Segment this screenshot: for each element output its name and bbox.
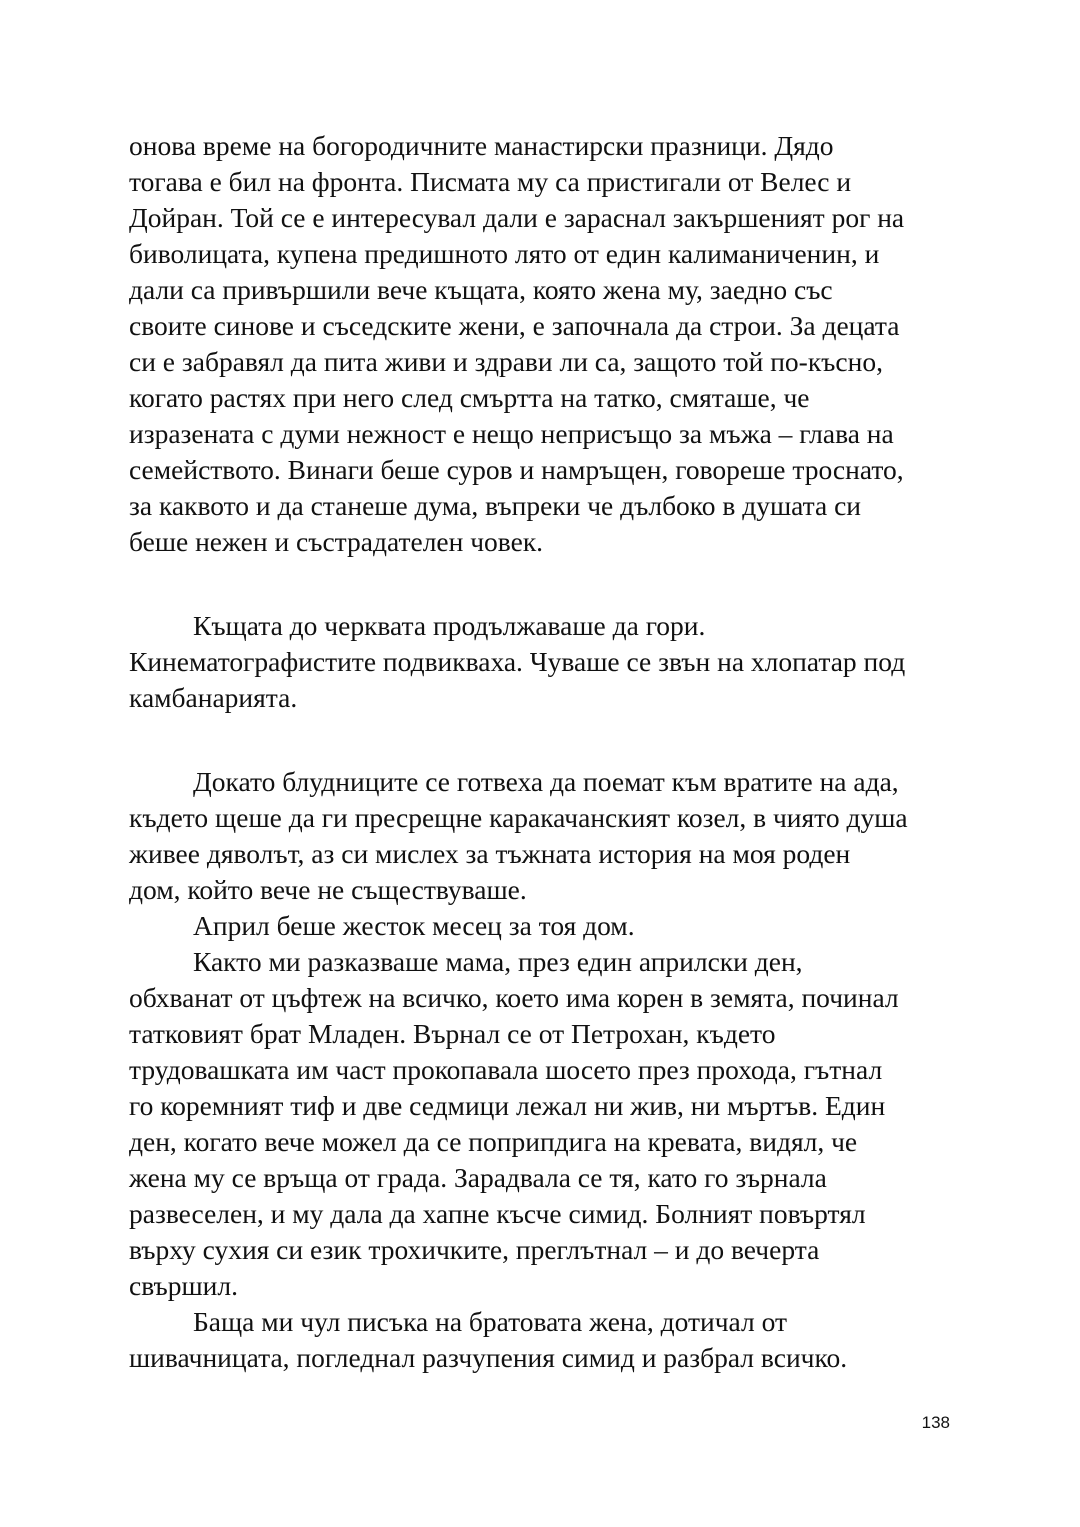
text-line: дом, който вече не съществуваше.: [129, 874, 527, 905]
text-line: свършил.: [129, 1270, 238, 1301]
text-line: беше нежен и състрадателен човек.: [129, 526, 544, 557]
paragraph-3: [129, 764, 969, 908]
text-line: Къщата до черквата продължаваше да гори.: [193, 610, 706, 641]
paragraph-gap: [129, 560, 969, 608]
text-line: биволицата, купена предишното лято от един калиманиченин, и: [129, 238, 880, 269]
text-line: шивачницата, погледнал разчупения симид и разбрал всичко.: [129, 1342, 848, 1373]
text-line: обхванат от цъфтеж на всичко, което има корен в земята, починал: [129, 982, 899, 1013]
text-line: трудовашката им част прокопавала шосето през прохода, гътнал: [129, 1054, 883, 1085]
text-line: изразената с думи нежност е нещо неприсъщо за мъжа – глава на: [129, 418, 894, 449]
text-line: Баща ми чул писъка на братовата жена, дотичал от: [193, 1306, 788, 1337]
text-line: жена му се връща от града. Зарадвала се тя, като го зърнала: [129, 1162, 827, 1193]
paragraph-1: [129, 128, 969, 560]
text-line: върху сухия си език трохичките, преглътнал – и до вечерта: [129, 1234, 820, 1265]
page-number: 138: [921, 1413, 950, 1432]
text-line: го коремният тиф и две седмици лежал ни жив, ни мъртъв. Един: [129, 1090, 886, 1121]
paragraph-4: [129, 908, 969, 944]
text-line: ден, когато вече можел да се поприпдига на кревата, видял, че: [129, 1126, 858, 1157]
text-line: дали са привършили вече къщата, която жена му, заедно със: [129, 274, 833, 305]
text-line: си е забравял да пита живи и здрави ли са, защото той по-късно,: [129, 346, 883, 377]
text-line: развеселен, и му дала да хапне късче симид. Болният повъртял: [129, 1198, 866, 1229]
text-line: Докато блудниците се готвеха да поемат към вратите на ада,: [193, 766, 899, 797]
text-line: камбанарията.: [129, 682, 298, 713]
text-line: където щеше да ги пресрещне каракачанският козел, в чиято душа: [129, 802, 908, 833]
text-line: своите синове и съседските жени, е започнала да строи. За децата: [129, 310, 900, 341]
text-line: живее дяволът, аз си мислех за тъжната история на моя роден: [129, 838, 851, 869]
text-line: Кинематографистите подвикваха. Чуваше се звън на хлопатар под: [129, 646, 906, 677]
paragraph-2: [129, 608, 969, 716]
text-line: семейството. Винаги беше суров и намръщен, говореше троснато,: [129, 454, 904, 485]
paragraph-6: [129, 1304, 969, 1376]
text-line: Април беше жесток месец за тоя дом.: [193, 910, 635, 941]
body-text: [129, 128, 969, 1376]
text-line: онова време на богородичните манастирски празници. Дядо: [129, 130, 834, 161]
text-line: Дойран. Той се е интересувал дали е зараснал закършеният рог на: [129, 202, 905, 233]
text-line: тогава е бил на фронта. Писмата му са пристигали от Велес и: [129, 166, 852, 197]
text-line: Както ми разказваше мама, през един априлски ден,: [193, 946, 803, 977]
paragraph-5: [129, 944, 969, 1304]
paragraph-gap: [129, 716, 969, 764]
text-line: когато растях при него след смъртта на татко, смяташе, че: [129, 382, 810, 413]
text-line: татковият брат Младен. Върнал се от Петрохан, където: [129, 1018, 776, 1049]
text-line: за каквото и да станеше дума, въпреки че дълбоко в душата си: [129, 490, 862, 521]
